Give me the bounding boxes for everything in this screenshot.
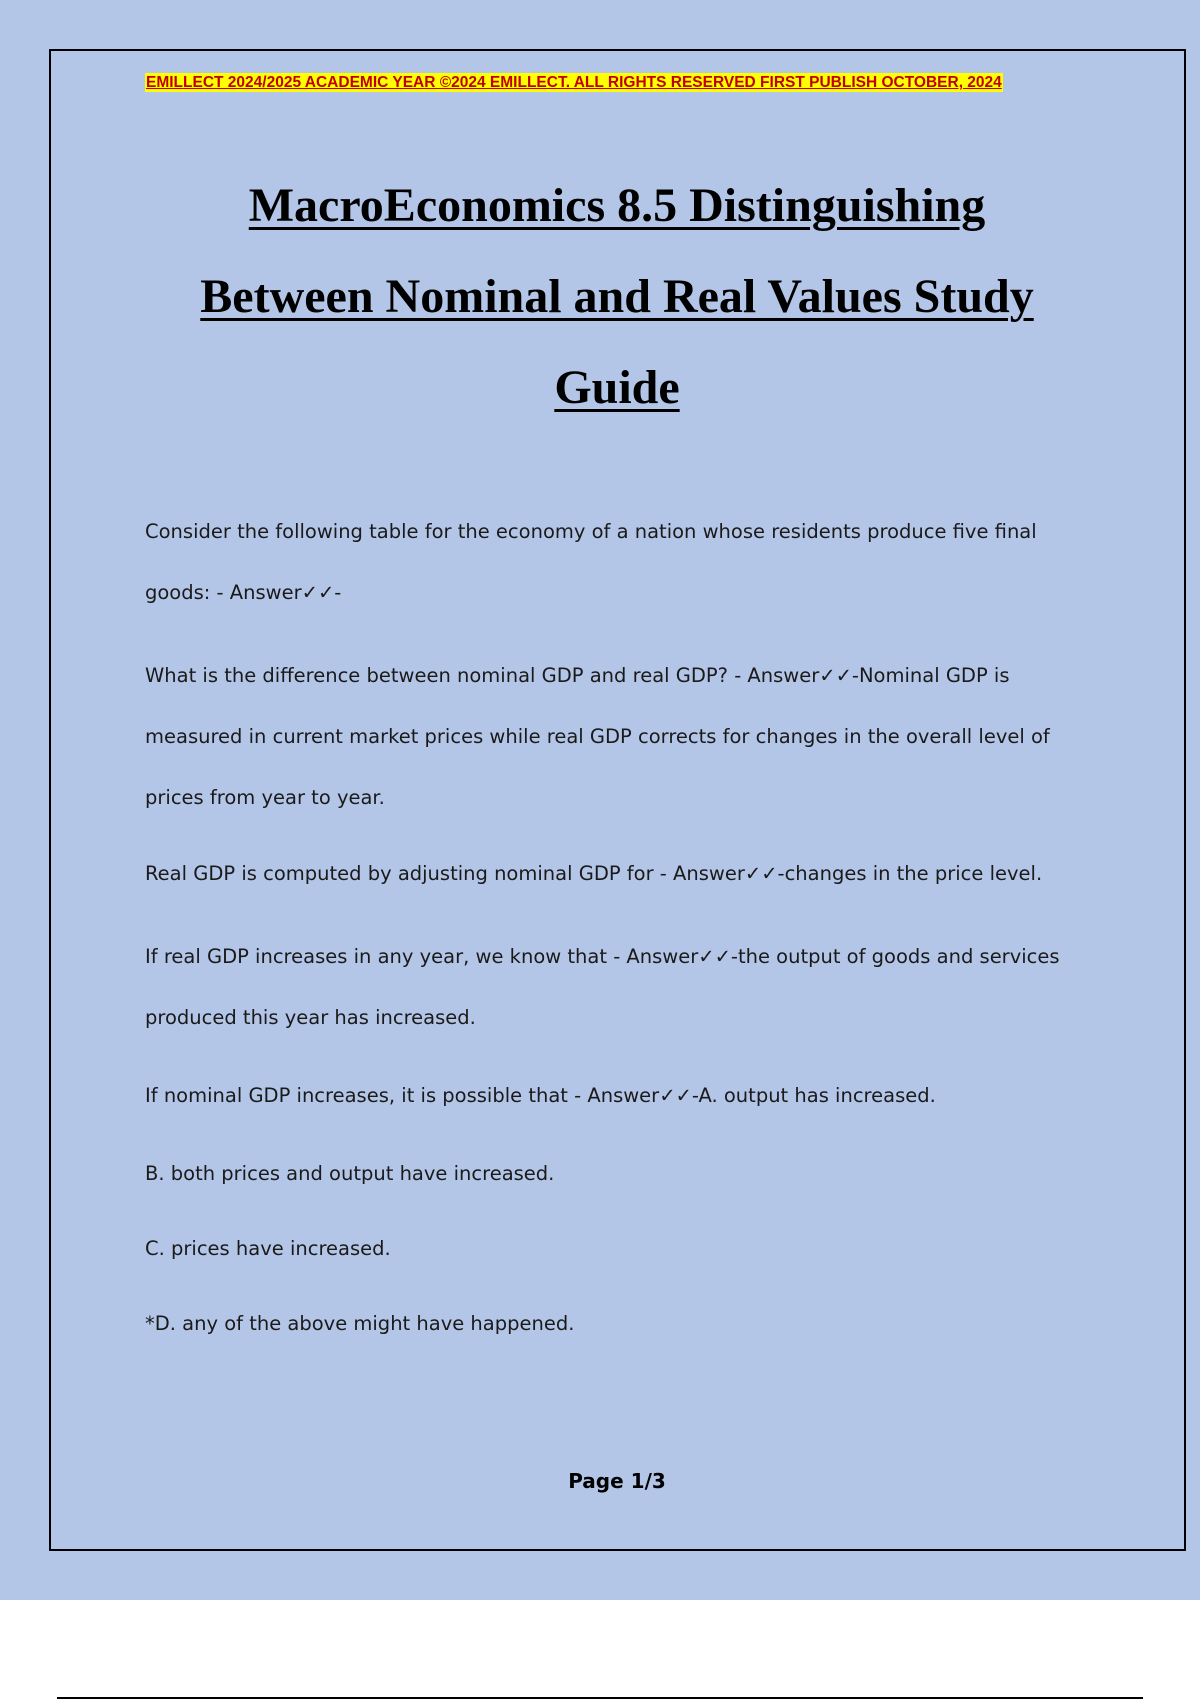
- copyright-banner: EMILLECT 2024/2025 ACADEMIC YEAR ©2024 EMILLECT. ALL RIGHTS RESERVED FIRST PUBLISH OCTOBER, 2024: [146, 74, 1002, 91]
- answer-option-b: B. both prices and output have increased.: [145, 1162, 555, 1185]
- answer-option-c: C. prices have increased.: [145, 1237, 391, 1260]
- title-line-2: Between Nominal and Real Values Study: [200, 270, 1034, 323]
- paragraph-nominal-vs-real: What is the difference between nominal GDP and real GDP? - Answer✓✓-Nominal GDP is measured in current market prices while real GDP corrects for changes in the overall level of prices from year to year.: [145, 664, 1050, 809]
- paragraph-real-gdp-increases: If real GDP increases in any year, we know that - Answer✓✓-the output of goods and services produced this year has increased.: [145, 945, 1060, 1029]
- document-title: [80, 160, 1154, 433]
- paragraph-table-question: Consider the following table for the economy of a nation whose residents produce five final goods: - Answer✓✓-: [145, 520, 1037, 604]
- paragraph-nominal-gdp-increases: If nominal GDP increases, it is possible that - Answer✓✓-A. output has increased.: [145, 1084, 936, 1107]
- answer-option-d: *D. any of the above might have happened.: [145, 1312, 575, 1335]
- title-line-3: Guide: [554, 361, 680, 414]
- title-line-1: MacroEconomics 8.5 Distinguishing: [248, 179, 986, 232]
- paragraph-real-gdp-computed: Real GDP is computed by adjusting nominal GDP for - Answer✓✓-changes in the price level.: [145, 862, 1043, 885]
- bottom-divider: [57, 1697, 1143, 1699]
- page-number: Page 1/3: [568, 1469, 666, 1493]
